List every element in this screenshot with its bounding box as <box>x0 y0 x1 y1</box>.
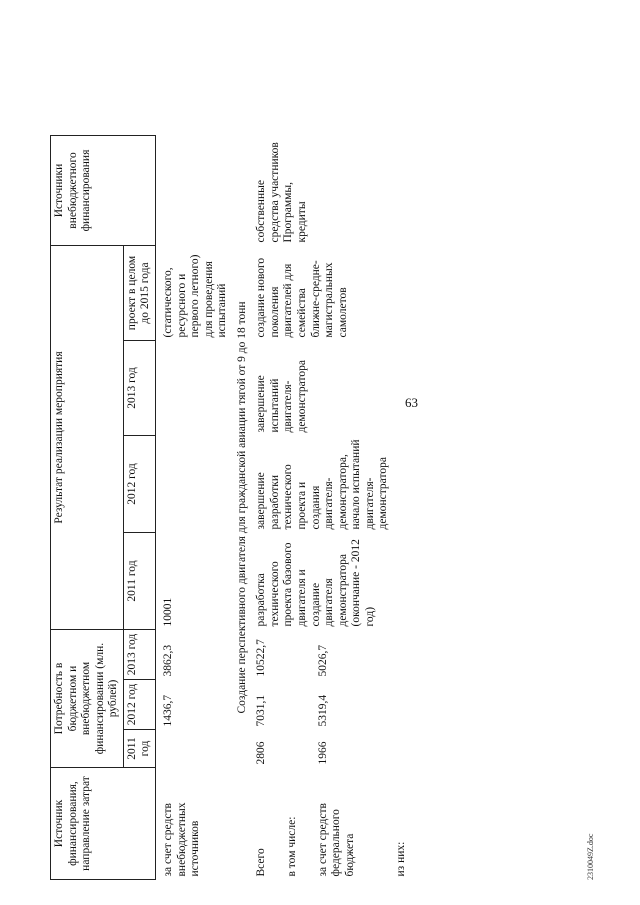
row-of-which-label: из них: <box>394 841 407 877</box>
row-total <box>253 136 284 880</box>
row-total-result-2013: завершение испытаний двигателя-демонстратора <box>255 360 308 433</box>
row-total-sources: собственные средства участников Программы, кредиты <box>255 142 308 243</box>
header-year-2012: 2012 год <box>123 680 155 730</box>
row-extra-2012: 3862,3 <box>161 644 174 677</box>
row-of-which <box>393 136 411 880</box>
header-result-2012: 2012 год <box>123 436 155 533</box>
row-total-2013: 10522,7 <box>255 639 268 677</box>
row-total-result-total: создание нового поколения двигателей для семейства ближне-средне-магистральных самолетов <box>255 257 349 338</box>
row-federal-2011: 1966 <box>316 741 329 765</box>
row-federal-2013: 5026,7 <box>316 644 329 677</box>
row-total-2012: 7031,1 <box>255 694 268 727</box>
header-result-group: Результат реализации мероприятия <box>51 246 124 630</box>
header-year-2011: 2011 год <box>123 730 155 768</box>
row-extrabudgetary <box>155 136 231 880</box>
row-extra-2011: 1436,7 <box>161 694 174 727</box>
row-total-result-2012: завершение разработки технического проекта и создания двигателя-демонстратора, начало испытаний двигателя-демонстратора <box>255 439 390 530</box>
footer-filename: 2310049Z.doc <box>586 833 595 880</box>
row-including-label: в том числе: <box>286 816 299 877</box>
row-total-label: Всего <box>255 848 268 877</box>
header-year-2013: 2013 год <box>123 630 155 680</box>
header-row-1 <box>51 136 124 880</box>
row-total-result-2011: разработка технического проекта базового двигателя и создание двигателя демонстратора (окончание - 2012 год) <box>255 539 376 627</box>
row-federal-label: за счет средств федерального бюджета <box>316 803 356 877</box>
section-title-row <box>232 136 254 880</box>
page-number: 63 <box>405 395 418 410</box>
section-title: Создание перспективного двигателя для гражданской авиации тягой от 9 до 18 тонн <box>235 301 248 714</box>
rotated-table-canvas <box>50 50 595 880</box>
header-need-group: Потребность в бюджетном и внебюджетном финансировании (млн. рублей) <box>51 630 124 768</box>
header-result-total: проект в целом до 2015 года <box>123 246 155 341</box>
header-sources: Источники внебюджетного финансирования <box>51 136 156 246</box>
row-extra-2013: 10001 <box>161 597 174 627</box>
row-federal-2012: 5319,4 <box>316 694 329 727</box>
header-result-2013: 2013 год <box>123 341 155 436</box>
row-extra-label: за счет средств внебюджетных источников <box>161 802 202 877</box>
header-result-2011: 2011 год <box>123 533 155 630</box>
row-extra-result-2013: (статического, ресурсного и первого летного) для проведения испытаний <box>161 254 229 338</box>
funding-table <box>50 135 411 880</box>
row-total-2011: 2806 <box>255 741 268 765</box>
header-source-direction: Источник финансирования, направление затрат <box>51 768 156 880</box>
